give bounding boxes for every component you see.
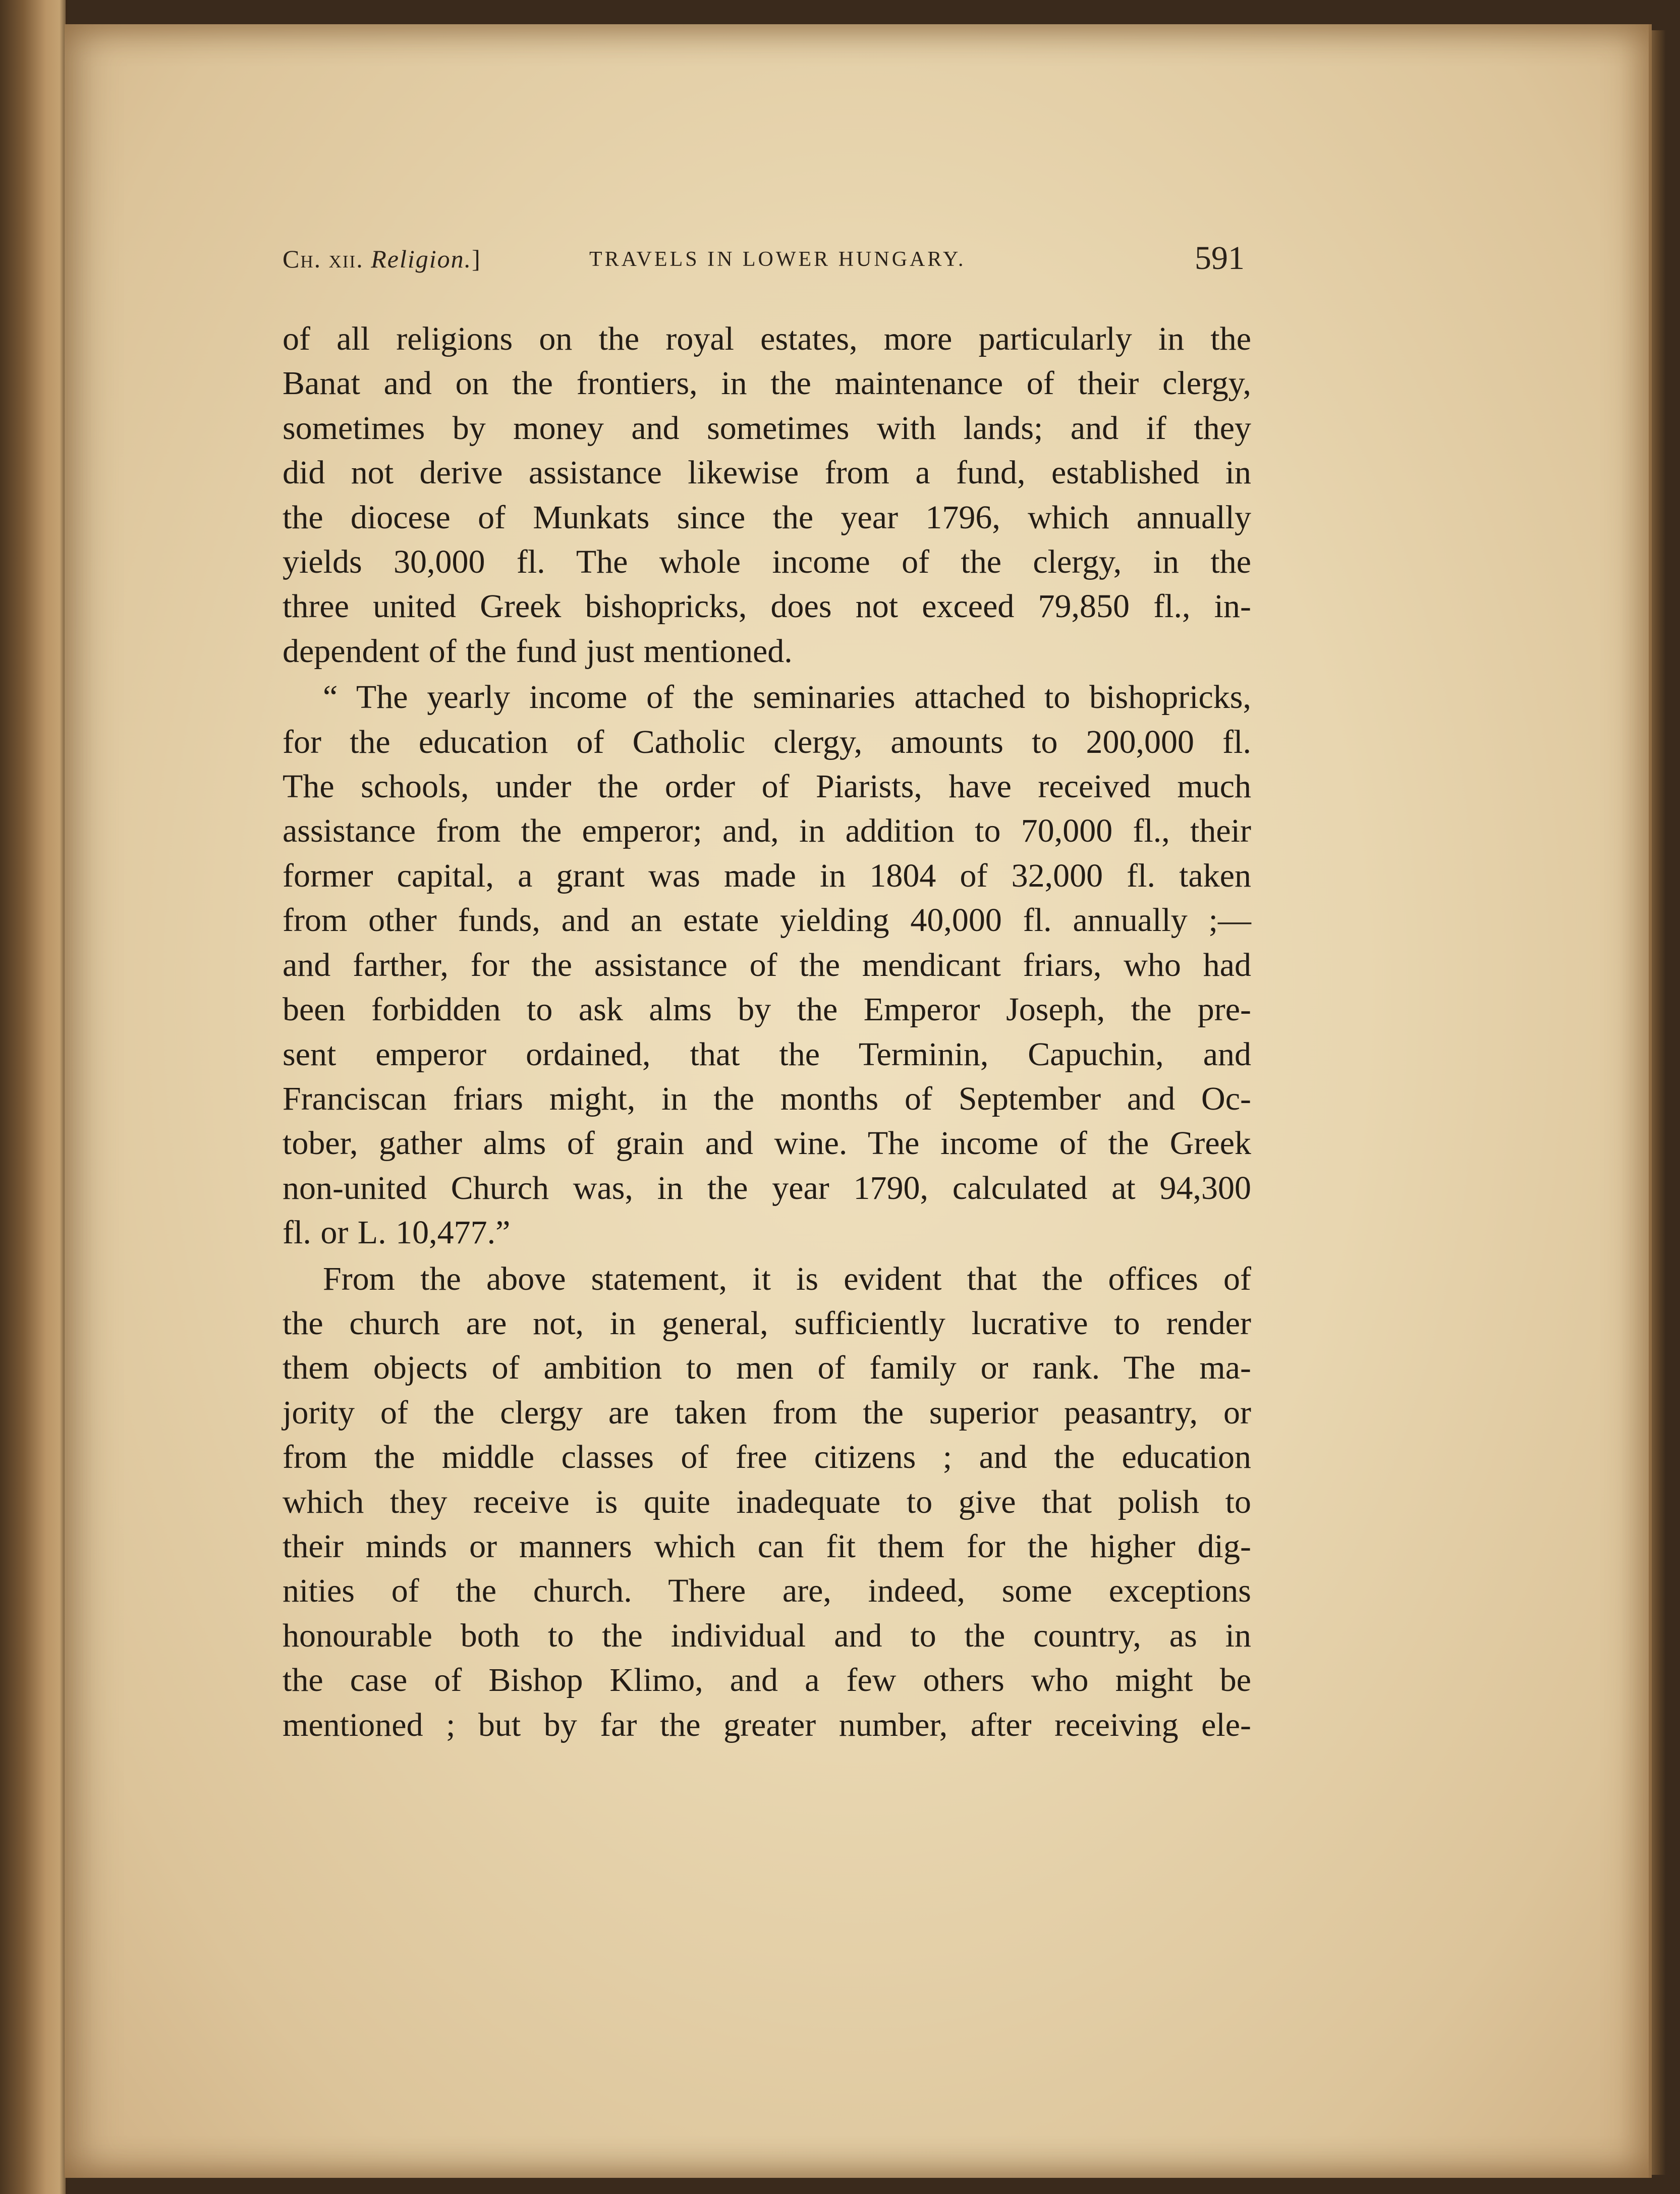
text-line: Franciscan friars might, in the months of September and Oc-	[283, 1080, 1251, 1117]
text-line: non-united Church was, in the year 1790, calculated at 94,300	[283, 1169, 1251, 1206]
text-line: them objects of ambition to men of family or rank. The ma-	[283, 1349, 1251, 1387]
running-head-title: TRAVELS IN LOWER HUNGARY.	[589, 248, 966, 271]
text-line: former capital, a grant was made in 1804 of 32,000 fl. taken	[283, 857, 1251, 894]
text-line: from other funds, and an estate yielding 40,000 fl. annually ;—	[283, 902, 1251, 939]
running-head-chapter	[283, 244, 481, 273]
section-bracket: ]	[472, 245, 481, 273]
text-line: The schools, under the order of Piarists, have received much	[283, 768, 1251, 805]
text-line: From the above statement, it is evident that the offices of	[323, 1260, 1251, 1297]
text-line: from the middle classes of free citizens ; and the education	[283, 1439, 1251, 1476]
paragraph-3	[283, 1257, 1251, 1747]
text-line: the diocese of Munkats since the year 1796, which annually	[283, 499, 1251, 536]
paragraph-1	[283, 317, 1251, 674]
text-line: nities of the church. There are, indeed, some exceptions	[283, 1572, 1251, 1610]
binding-gutter	[0, 0, 66, 2194]
body-text	[283, 317, 1251, 1749]
text-line: honourable both to the individual and to the country, as in	[283, 1617, 1251, 1654]
text-line: Banat and on the frontiers, in the maintenance of their clergy,	[283, 365, 1251, 402]
text-line: and farther, for the assistance of the mendicant friars, who had	[283, 946, 1251, 983]
text-line: fl. or L. 10,477.”	[283, 1214, 511, 1251]
text-line: three united Greek bishopricks, does not exceed 79,850 fl., in-	[283, 588, 1251, 625]
text-line: did not derive assistance likewise from a fund, established in	[283, 454, 1251, 491]
text-line: of all religions on the royal estates, more particularly in the	[283, 320, 1251, 357]
text-line: sent emperor ordained, that the Terminin, Capuchin, and	[283, 1035, 1251, 1073]
page-number: 591	[1195, 240, 1245, 277]
running-head	[283, 240, 1251, 285]
text-line: been forbidden to ask alms by the Emperor Joseph, the pre-	[283, 991, 1251, 1028]
text-line: yields 30,000 fl. The whole income of the clergy, in the	[283, 543, 1251, 581]
text-line: jority of the clergy are taken from the superior peasantry, or	[283, 1394, 1251, 1431]
chapter-label: Ch. xii.	[283, 245, 364, 273]
text-line: “ The yearly income of the seminaries attached to bishopricks,	[323, 679, 1251, 716]
text-line: tober, gather alms of grain and wine. The income of the Greek	[283, 1125, 1251, 1162]
text-line: the church are not, in general, sufficiently lucrative to render	[283, 1304, 1251, 1342]
text-line: their minds or manners which can fit them for the higher dig-	[283, 1527, 1251, 1565]
text-line: sometimes by money and sometimes with lands; and if they	[283, 409, 1251, 447]
text-line: which they receive is quite inadequate to give that polish to	[283, 1483, 1251, 1520]
section-label: Religion.	[371, 245, 472, 273]
text-line: for the education of Catholic clergy, amounts to 200,000 fl.	[283, 723, 1251, 760]
text-line: assistance from the emperor; and, in addition to 70,000 fl., their	[283, 812, 1251, 850]
text-line: the case of Bishop Klimo, and a few others who might be	[283, 1662, 1251, 1699]
text-line: dependent of the fund just mentioned.	[283, 632, 793, 670]
paragraph-2	[283, 675, 1251, 1255]
text-line: mentioned ; but by far the greater number, after receiving ele-	[283, 1706, 1251, 1743]
